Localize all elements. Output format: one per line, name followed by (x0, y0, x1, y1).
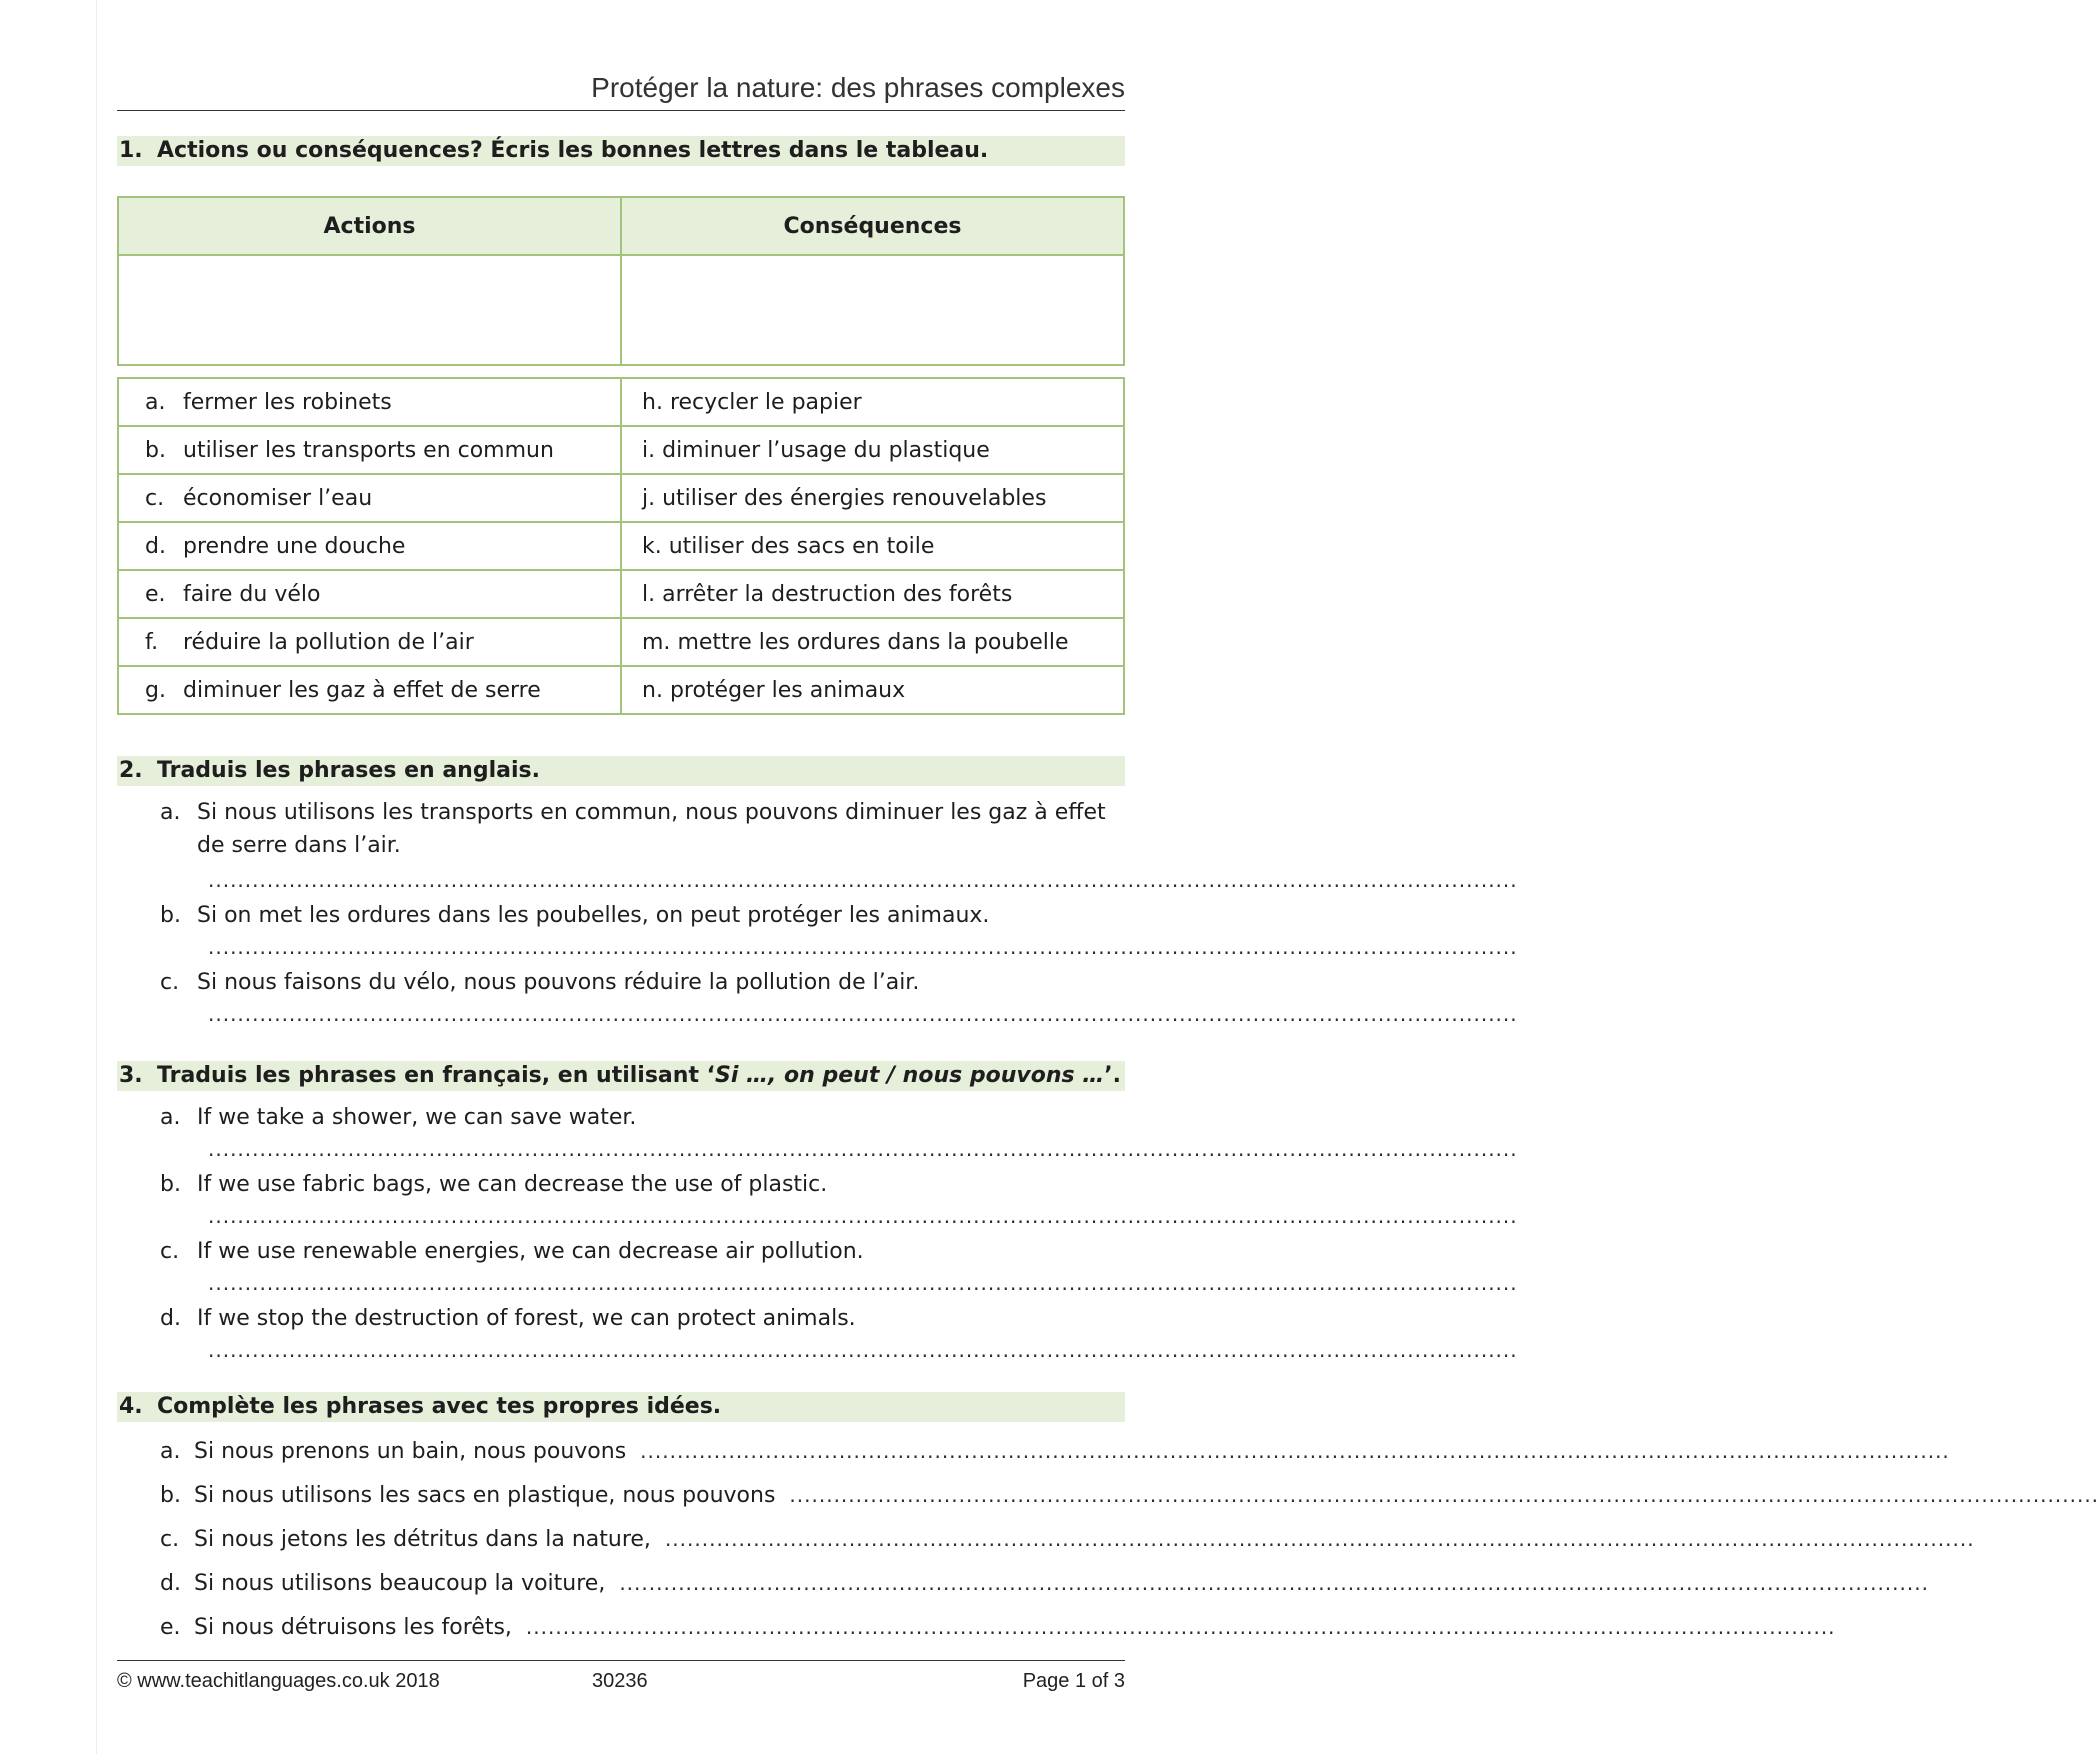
answer-line[interactable]: .................................................................................................................................................................................. (208, 868, 1518, 892)
option-cell (118, 666, 621, 714)
option-text: diminuer l’usage du plastique (662, 437, 990, 463)
column-header-consequences: Conséquences (621, 197, 1124, 255)
option-cell (621, 522, 1124, 570)
option-letter: k. (642, 533, 662, 559)
footer-rule (117, 1660, 1125, 1661)
option-letter: i. (642, 437, 656, 463)
option-letter: n. (642, 677, 663, 703)
question-text: Complète les phrases avec tes propres idées. (157, 1394, 722, 1419)
question-text: Traduis les phrases en anglais. (157, 758, 540, 783)
item-text: Si nous utilisons les transports en commun, nous pouvons diminuer les gaz à effet (197, 800, 1106, 825)
answer-table (117, 196, 1125, 366)
question-1-heading (117, 136, 1125, 166)
option-letter: h. (642, 389, 663, 415)
option-cell (118, 426, 621, 474)
question-2-heading (117, 756, 1125, 786)
item-letter: e. (160, 1615, 181, 1640)
option-cell (118, 474, 621, 522)
footer-copyright: © www.teachitlanguages.co.uk 2018 (117, 1670, 440, 1692)
option-text: prendre une douche (183, 533, 406, 559)
option-text: utiliser des énergies renouvelables (662, 485, 1047, 511)
answer-line[interactable]: .................................................................................................................................................................................. (640, 1439, 1950, 1463)
page-title: Protéger la nature: des phrases complexes (591, 72, 1125, 103)
option-text: faire du vélo (183, 581, 321, 607)
item-text: Si nous utilisons beaucoup la voiture, (194, 1571, 606, 1596)
table-row (118, 666, 1124, 714)
option-letter: g. (145, 677, 166, 703)
question-text-end: ’. (1104, 1063, 1121, 1088)
option-text: mettre les ordures dans la poubelle (677, 629, 1069, 655)
list-item (160, 1527, 1975, 1552)
header-rule (117, 110, 1125, 111)
item-letter: d. (160, 1306, 181, 1331)
page-edge (96, 0, 97, 1754)
answer-line[interactable]: .................................................................................................................................................................................. (525, 1615, 1836, 1639)
option-letter: j. (642, 485, 656, 511)
list-item (160, 1483, 2099, 1508)
list-item (160, 1571, 1929, 1596)
question-number: 2. (119, 758, 143, 783)
table-row (118, 474, 1124, 522)
answer-line[interactable]: .................................................................................................................................................................................. (208, 1137, 1518, 1161)
question-number: 3. (119, 1063, 143, 1088)
item-text: Si nous détruisons les forêts, (194, 1615, 512, 1640)
option-cell (118, 570, 621, 618)
option-cell (621, 474, 1124, 522)
option-text: recycler le papier (669, 389, 862, 415)
column-header-actions: Actions (118, 197, 621, 255)
item-text: Si nous jetons les détritus dans la nature, (194, 1527, 651, 1552)
item-text: Si nous faisons du vélo, nous pouvons réduire la pollution de l’air. (197, 970, 920, 995)
option-letter: c. (145, 485, 165, 511)
option-cell (621, 378, 1124, 426)
table-row (118, 522, 1124, 570)
option-cell (118, 618, 621, 666)
item-letter: c. (160, 1239, 180, 1264)
option-letter: e. (145, 581, 166, 607)
item-letter: a. (160, 800, 181, 825)
answer-line[interactable]: .................................................................................................................................................................................. (789, 1483, 2099, 1507)
item-letter: d. (160, 1571, 181, 1596)
item-letter: c. (160, 1527, 180, 1552)
answer-line[interactable]: .................................................................................................................................................................................. (208, 1204, 1518, 1228)
options-table (117, 377, 1125, 715)
option-letter: b. (145, 437, 166, 463)
list-item (160, 1439, 1950, 1464)
table-row (118, 618, 1124, 666)
item-letter: a. (160, 1439, 181, 1464)
answer-line[interactable]: .................................................................................................................................................................................. (208, 1338, 1518, 1362)
option-text: protéger les animaux (669, 677, 906, 703)
option-letter: f. (145, 629, 159, 655)
footer-code: 30236 (592, 1670, 648, 1692)
option-text: arrêter la destruction des forêts (662, 581, 1013, 607)
item-text: If we use renewable energies, we can decrease air pollution. (197, 1239, 864, 1264)
option-letter: m. (642, 629, 671, 655)
item-letter: b. (160, 903, 181, 928)
option-cell (621, 666, 1124, 714)
item-text: If we use fabric bags, we can decrease the use of plastic. (197, 1172, 828, 1197)
item-text: If we take a shower, we can save water. (197, 1105, 637, 1130)
question-number: 1. (119, 138, 143, 163)
option-cell (621, 570, 1124, 618)
table-row (118, 378, 1124, 426)
question-text-italic: Si …, on peut / nous pouvons … (714, 1063, 1105, 1088)
option-cell (621, 618, 1124, 666)
item-letter: b. (160, 1483, 181, 1508)
item-text: If we stop the destruction of forest, we can protect animals. (197, 1306, 856, 1331)
option-text: réduire la pollution de l’air (183, 629, 474, 655)
actions-answer-cell[interactable] (118, 255, 621, 365)
list-item (160, 1615, 1836, 1640)
answer-line[interactable]: .................................................................................................................................................................................. (664, 1527, 1975, 1551)
item-letter: b. (160, 1172, 181, 1197)
item-letter: a. (160, 1105, 181, 1130)
option-letter: a. (145, 389, 166, 415)
question-4-heading (117, 1392, 1125, 1422)
option-cell (118, 522, 621, 570)
table-row (118, 426, 1124, 474)
item-text: Si nous utilisons les sacs en plastique, nous pouvons (194, 1483, 776, 1508)
answer-line[interactable]: .................................................................................................................................................................................. (208, 1271, 1518, 1295)
answer-line[interactable]: .................................................................................................................................................................................. (619, 1571, 1929, 1595)
option-text: utiliser les transports en commun (183, 437, 554, 463)
question-text: Actions ou conséquences? Écris les bonnes lettres dans le tableau. (157, 138, 989, 163)
question-number: 4. (119, 1394, 143, 1419)
item-text-continued: de serre dans l’air. (197, 833, 401, 858)
question-3-heading (117, 1061, 1125, 1091)
option-text: utiliser des sacs en toile (668, 533, 935, 559)
item-text: Si nous prenons un bain, nous pouvons (194, 1439, 627, 1464)
question-text: Traduis les phrases en français, en utilisant ‘ (157, 1063, 715, 1088)
option-letter: l. (642, 581, 656, 607)
footer-page-number: Page 1 of 3 (1022, 1670, 1125, 1692)
option-letter: d. (145, 533, 166, 559)
table-row (118, 570, 1124, 618)
option-cell (118, 378, 621, 426)
item-text: Si on met les ordures dans les poubelles, on peut protéger les animaux. (197, 903, 990, 928)
answer-line[interactable]: .................................................................................................................................................................................. (208, 935, 1518, 959)
item-letter: c. (160, 970, 180, 995)
option-cell (621, 426, 1124, 474)
consequences-answer-cell[interactable] (621, 255, 1124, 365)
option-text: diminuer les gaz à effet de serre (183, 677, 541, 703)
answer-line[interactable]: .................................................................................................................................................................................. (208, 1002, 1518, 1026)
option-text: économiser l’eau (183, 485, 373, 511)
option-text: fermer les robinets (183, 389, 392, 415)
